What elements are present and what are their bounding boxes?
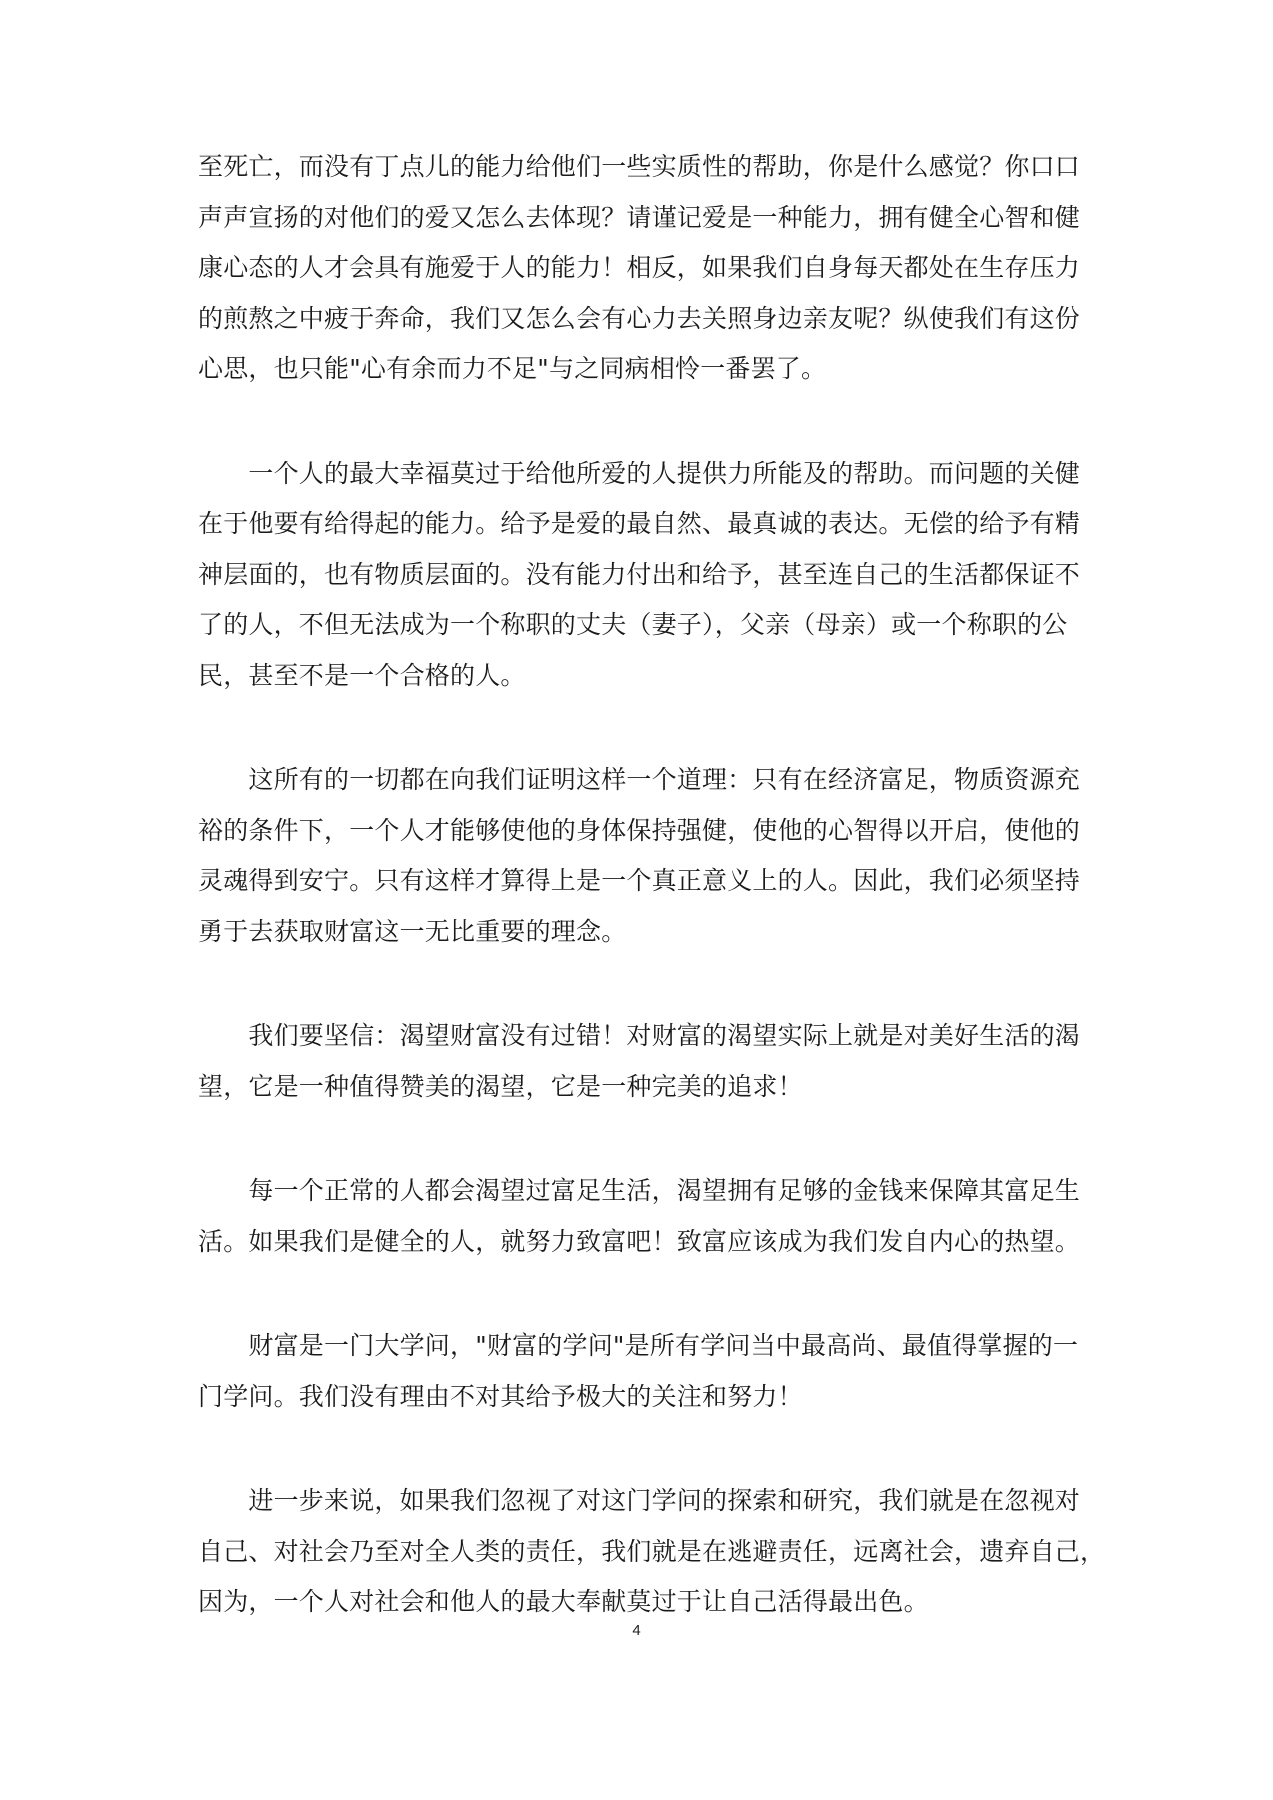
text-line: 心思，也只能"心有余而力不足"与之同病相怜一番罢了。 [198, 354, 827, 383]
text-line: 一个人的最大幸福莫过于给他所爱的人提供力所能及的帮助。而问题的关健 [198, 458, 1081, 488]
text-line: 望，它是一种值得赞美的渴望，它是一种完美的追求！ [198, 1071, 803, 1101]
text-line: 神层面的，也有物质层面的。没有能力付出和给予，甚至连自己的生活都保证不 [198, 559, 1081, 589]
paragraph-6 [198, 1321, 1078, 1422]
text-line: 因为，一个人对社会和他人的最大奉献莫过于让自己活得最出色。 [198, 1587, 929, 1616]
text-line: 每一个正常的人都会渴望过富足生活，渴望拥有足够的金钱来保障其富足生 [198, 1176, 1081, 1205]
text-line: 财富是一门大学问，"财富的学问"是所有学问当中最高尚、最值得掌握的一 [198, 1331, 1079, 1360]
page-number: 4 [632, 1622, 641, 1639]
text-line: 门学问。我们没有理由不对其给予极大的关注和努力！ [198, 1381, 803, 1411]
text-line: 声声宣扬的对他们的爱又怎么去体现？请谨记爱是一种能力，拥有健全心智和健 [198, 202, 1081, 232]
text-line: 的煎熬之中疲于奔命，我们又怎么会有心力去关照身边亲友呢？纵使我们有这份 [198, 303, 1081, 333]
text-line: 灵魂得到安宁。只有这样才算得上是一个真正意义上的人。因此，我们必须坚持 [198, 866, 1081, 895]
paragraph-3 [198, 755, 1081, 957]
paragraph-7 [198, 1476, 1106, 1628]
text-line: 民，甚至不是一个合格的人。 [198, 660, 526, 690]
text-line: 在于他要有给得起的能力。给予是爱的最自然、最真诚的表达。无偿的给予有精 [198, 509, 1081, 538]
text-line: 勇于去获取财富这一无比重要的理念。 [198, 916, 627, 946]
text-line: 进一步来说，如果我们忽视了对这门学问的探索和研究，我们就是在忽视对 [198, 1486, 1081, 1515]
text-line: 了的人，不但无法成为一个称职的丈夫（妻子），父亲（母亲）或一个称职的公 [198, 610, 1068, 639]
text-line: 康心态的人才会具有施爱于人的能力！相反，如果我们自身每天都处在生存压力 [198, 253, 1081, 282]
body-text [198, 142, 1106, 1682]
paragraph-1 [198, 142, 1081, 395]
paragraph-4 [198, 1011, 1081, 1112]
paragraph-5 [198, 1166, 1081, 1267]
text-line: 自己、对社会乃至对全人类的责任，我们就是在逃避责任，远离社会，遗弃自己， [198, 1536, 1106, 1566]
text-line: 至死亡，而没有丁点儿的能力给他们一些实质性的帮助，你是什么感觉？你口口 [198, 152, 1081, 181]
text-line: 我们要坚信：渴望财富没有过错！对财富的渴望实际上就是对美好生活的渴 [198, 1021, 1081, 1050]
text-line: 这所有的一切都在向我们证明这样一个道理：只有在经济富足，物质资源充 [198, 765, 1081, 794]
text-line: 活。如果我们是健全的人，就努力致富吧！致富应该成为我们发自内心的热望。 [198, 1226, 1081, 1256]
paragraph-2 [198, 449, 1081, 702]
text-line: 裕的条件下，一个人才能够使他的身体保持强健，使他的心智得以开启，使他的 [198, 815, 1081, 845]
